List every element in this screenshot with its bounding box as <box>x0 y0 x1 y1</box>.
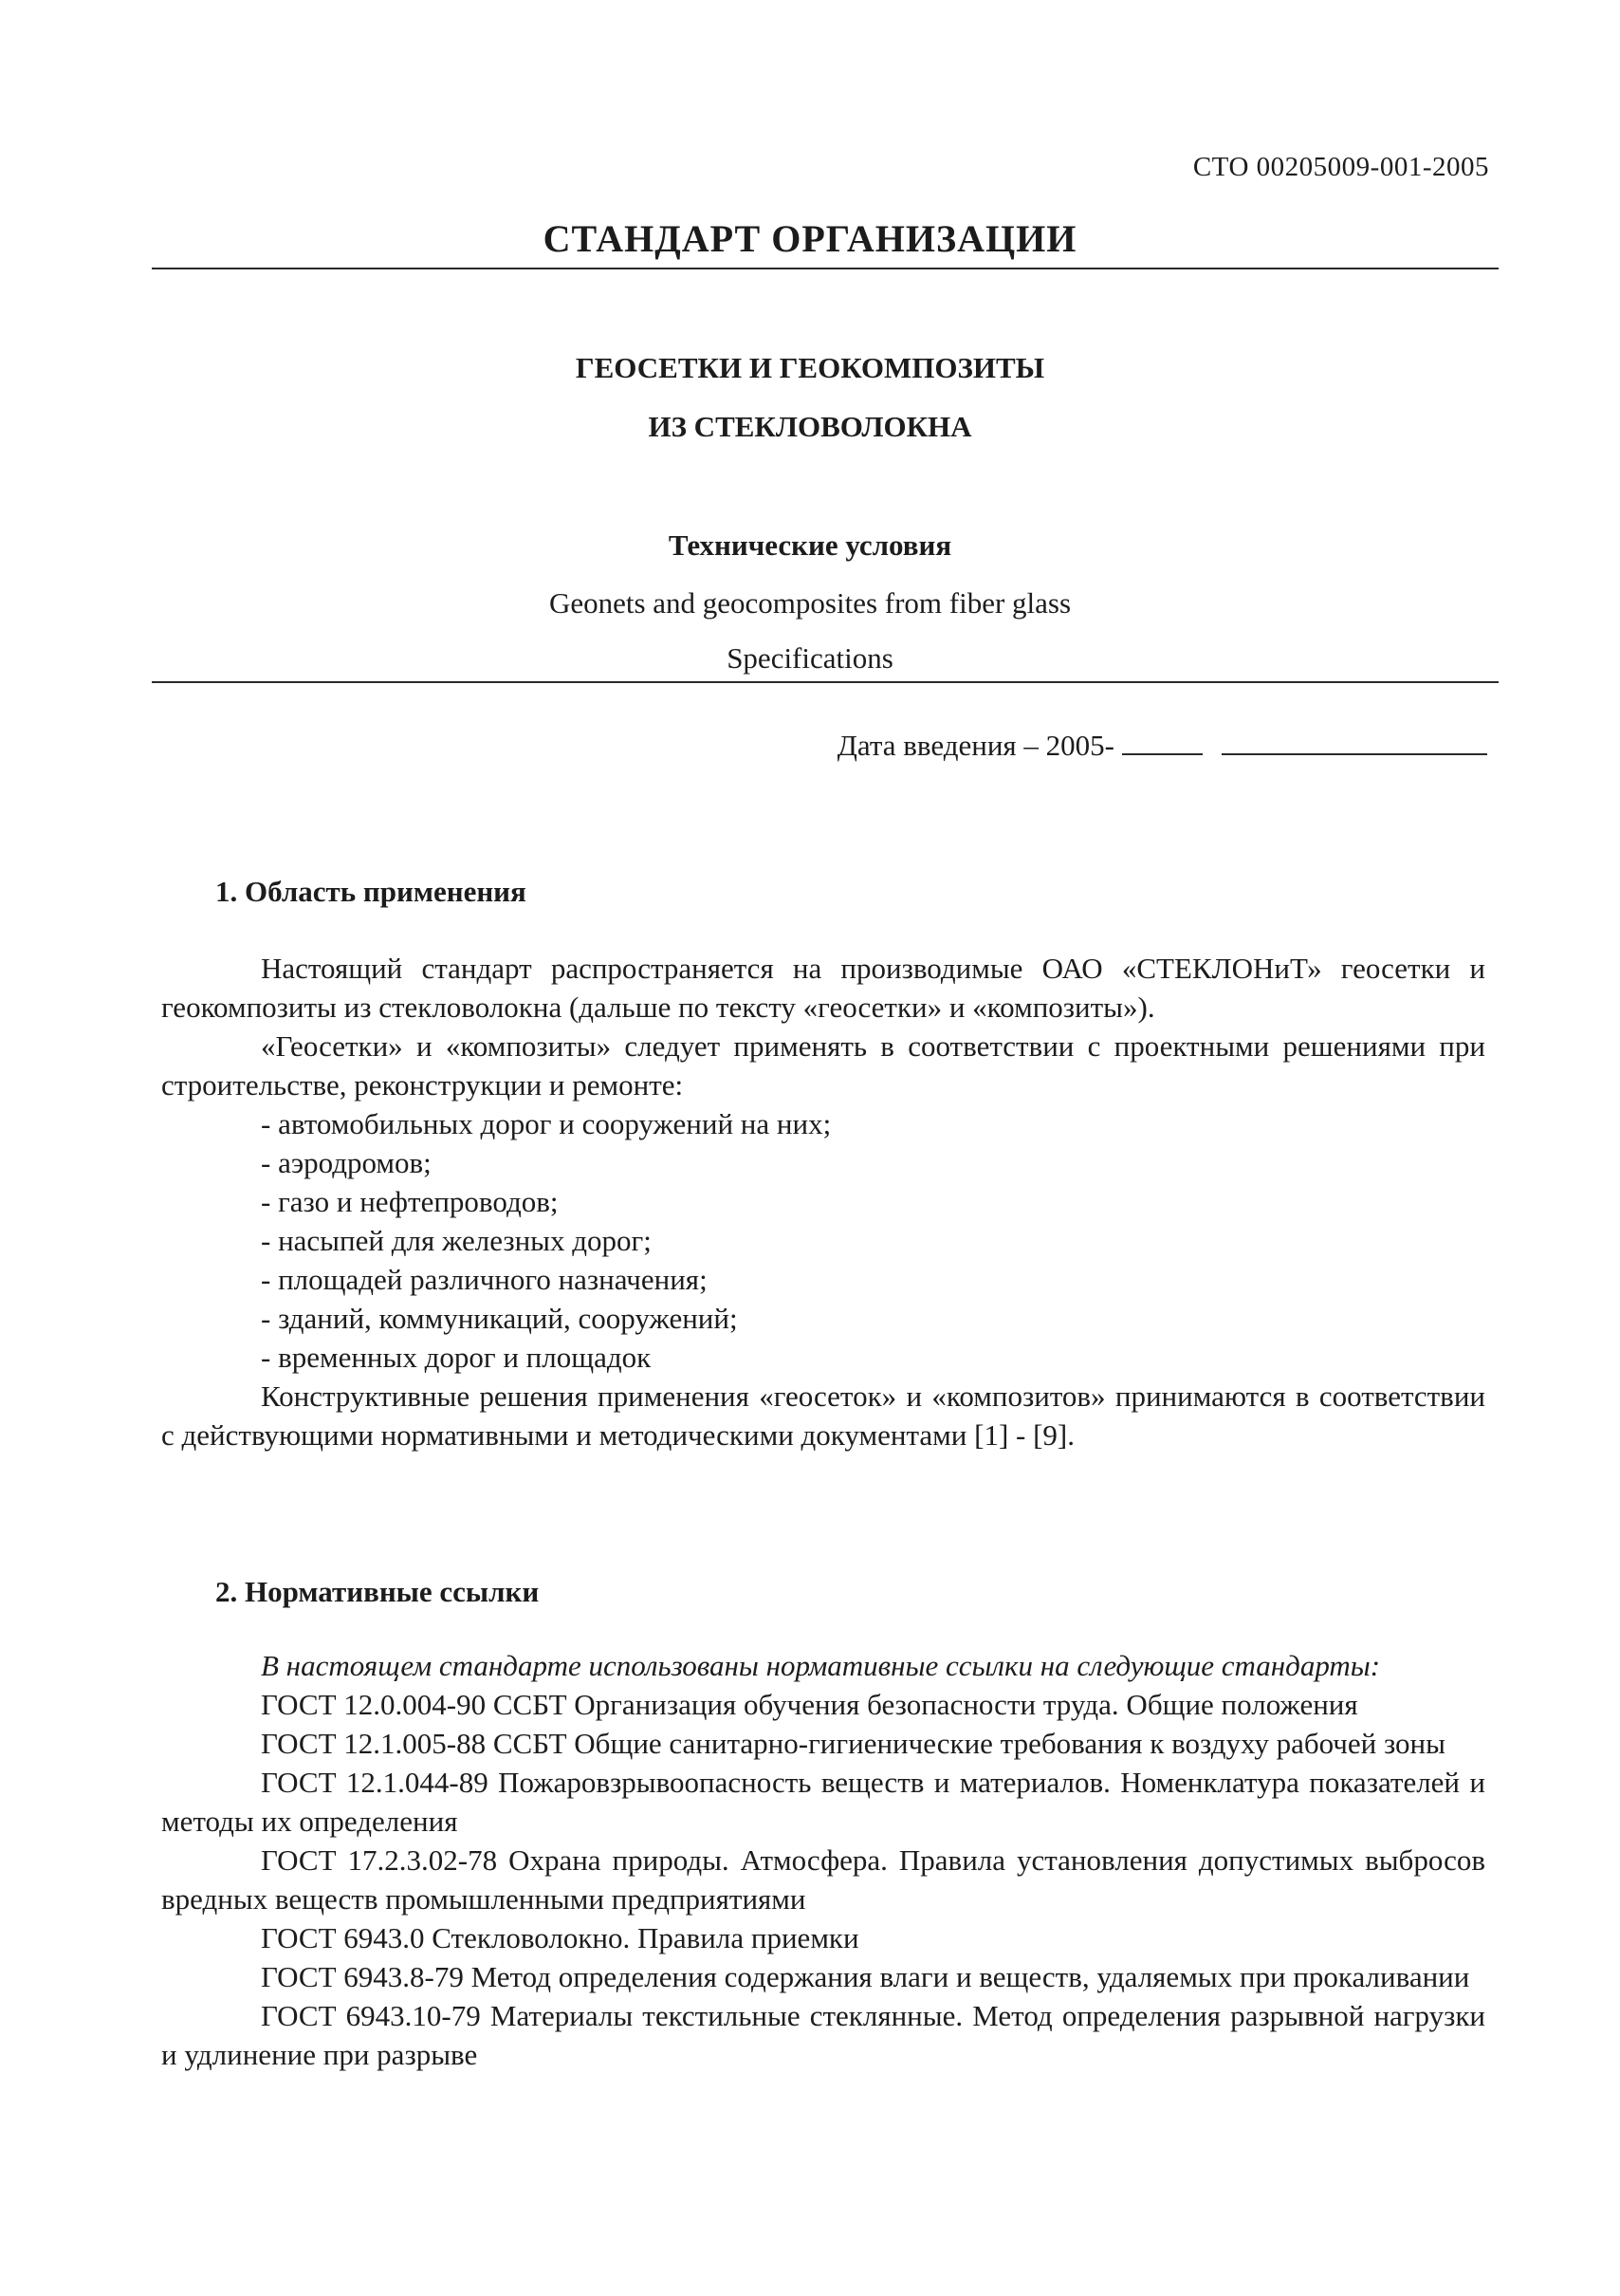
standard-title: СТАНДАРТ ОРГАНИЗАЦИИ <box>543 217 1077 260</box>
document-title-line-1: ГЕОСЕТКИ И ГЕОКОМПОЗИТЫ <box>575 351 1045 384</box>
english-title: Geonets and geocomposites from fiber glass <box>548 586 1072 620</box>
document-subtitle: Технические условия <box>668 528 952 562</box>
date-blank-month <box>1122 727 1203 755</box>
reference-item: ГОСТ 6943.10-79 Материалы текстильные стеклянные. Метод определения разрывной нагрузки и удлинение при разрыве <box>161 1999 1485 2071</box>
section-1-paragraph: Настоящий стандарт распространяется на производимые ОАО «СТЕКЛОНиТ» геосетки и геокомпозиты из стекловолокна (дальше по тексту «геосетки» и «композиты»). <box>161 952 1485 1024</box>
section-1-paragraph: «Геосетки» и «композиты» следует применять в соответствии с проектными решениями при строительстве, реконструкции и ремонте: <box>161 1029 1485 1102</box>
list-item: - зданий, коммуникаций, сооружений; <box>261 1302 738 1335</box>
list-item: - насыпей для железных дорог; <box>261 1224 652 1257</box>
document-title-line-2: ИЗ СТЕКЛОВОЛОКНА <box>648 410 972 443</box>
section-2-intro: В настоящем стандарте использованы нормативные ссылки на следующие стандарты: <box>261 1649 1381 1682</box>
section-1-heading: 1. Область применения <box>215 875 526 908</box>
section-1-paragraph: Конструктивные решения применения «геосеток» и «композитов» принимаются в соответствии с действующими нормативными и методическими документами [1] - [9]. <box>161 1379 1485 1452</box>
reference-item: ГОСТ 6943.0 Стекловолокно. Правила приемки <box>261 1921 859 1954</box>
list-item: - газо и нефтепроводов; <box>261 1185 559 1218</box>
section-1-body <box>161 949 1485 1454</box>
date-blank-day <box>1222 727 1487 755</box>
list-item: - временных дорог и площадок <box>261 1341 652 1374</box>
date-label: Дата введения – 2005- <box>837 729 1114 762</box>
title-divider <box>152 681 1499 683</box>
document-code: СТО 00205009-001-2005 <box>1192 152 1489 182</box>
header-divider <box>152 268 1499 269</box>
section-2-body <box>161 1646 1485 2074</box>
introduction-date <box>838 727 1487 763</box>
list-item: - автомобильных дорог и сооружений на них; <box>261 1107 832 1140</box>
english-subtitle: Specifications <box>727 641 893 675</box>
list-item: - аэродромов; <box>261 1146 432 1179</box>
reference-item: ГОСТ 12.1.005-88 ССБТ Общие санитарно-гигиенические требования к воздуху рабочей зоны <box>261 1727 1445 1760</box>
list-item: - площадей различного назначения; <box>261 1263 708 1296</box>
reference-item: ГОСТ 17.2.3.02-78 Охрана природы. Атмосфера. Правила установления допустимых выбросов вредных веществ промышленными предприятиями <box>161 1843 1485 1916</box>
reference-item: ГОСТ 12.0.004-90 ССБТ Организация обучения безопасности труда. Общие положения <box>261 1688 1358 1721</box>
reference-item: ГОСТ 12.1.044-89 Пожаровзрывоопасность веществ и материалов. Номенклатура показателей и методы их определения <box>161 1766 1485 1838</box>
section-2-heading: 2. Нормативные ссылки <box>215 1575 540 1608</box>
reference-item: ГОСТ 6943.8-79 Метод определения содержания влаги и веществ, удаляемых при прокаливании <box>261 1960 1470 1993</box>
